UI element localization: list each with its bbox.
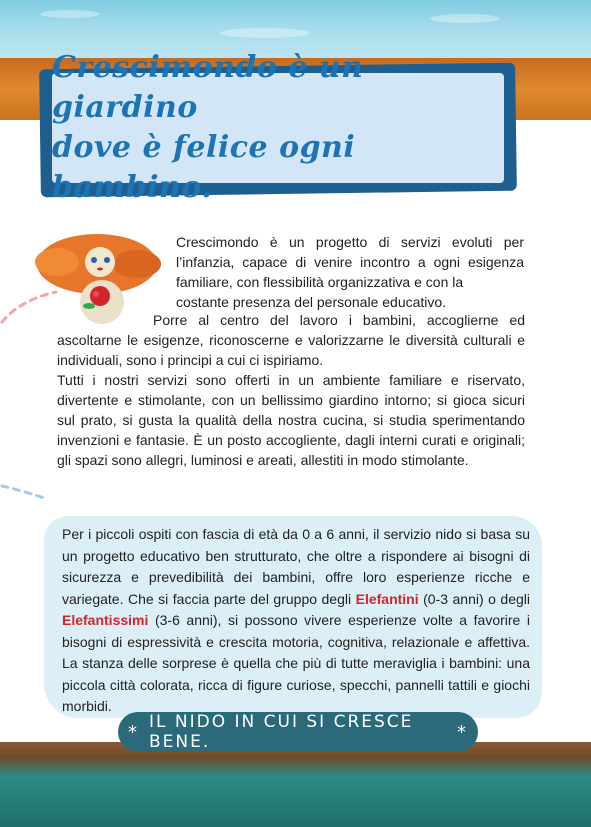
page-title-line-2: dove è felice ogni bambino.: [52, 130, 356, 205]
texture-spot: [430, 14, 500, 23]
intro-paragraph-1-end: costante presenza del personale educativo.: [176, 294, 447, 310]
star-icon: *: [457, 721, 468, 743]
dashed-line-decoration: [0, 478, 60, 502]
nido-info-text: [62, 524, 530, 718]
box-text-part-3: (3-6 anni), si possono vivere esperienze volte a favorire i bisogni di espressività e crescita motoria, cognitiva, relazionale e affettiva. La stanza delle sorprese è quella che più di tutte meraviglia i bambini: una piccola città colorata, ricca di figure curiose, specchi, pannelli tattili e giochi morbidi.: [62, 612, 531, 714]
page-title-line-1: Crescimondo è un giardino: [52, 50, 364, 125]
texture-spot: [40, 10, 100, 18]
slogan-text: IL NIDO IN CUI SI CRESCE BENE.: [149, 712, 414, 752]
group-elefantini: Elefantini: [355, 590, 419, 607]
title-banner: [52, 50, 504, 205]
intro-paragraph-3: Tutti i nostri servizi sono offerti in un ambiente familiare e riservato, divertente e stimolante, con un bellissimo giardino intorno; si gioca sicuri sul prato, si gusta la qualità della nostra cucina, si studia sperimentando invenzioni e fantasie. È un posto accogliente, dagli interni curati e originali; gli spazi sono allegri, luminosi e areati, allestiti in modo stimolante.: [57, 372, 525, 468]
star-icon: *: [128, 721, 139, 743]
box-text-part-2: (0-3 anni) o degli: [423, 590, 531, 607]
box-text-part-1: Per i piccoli ospiti con fascia di età da 0 a 6 anni, il servizio nido si basa su un progetto educativo ben strutturato, che oltre a rispondere ai bisogni di sicurezza e prevedibilità dei bambini, offre loro esperienze ricche e variegate. Che si faccia parte del gruppo degli: [62, 526, 530, 607]
intro-paragraph-1: Crescimondo è un progetto di servizi evoluti per l’infanzia, capace di venire incontro a ogni esigenza familiare, con flessibilità organizzativa e con la: [176, 234, 524, 290]
slogan-banner: [118, 712, 478, 752]
bottom-texture-band: [0, 742, 591, 827]
dashed-line-decoration: [0, 286, 60, 326]
group-elefantissimi: Elefantissimi: [62, 612, 149, 628]
texture-spot: [220, 28, 310, 38]
intro-paragraph-2: Porre al centro del lavoro i bambini, accoglierne ed ascoltarne le esigenze, riconoscerne e valorizzarne le diversità culturali e individuali, sono i principi a cui ci ispiriamo.: [57, 312, 525, 368]
